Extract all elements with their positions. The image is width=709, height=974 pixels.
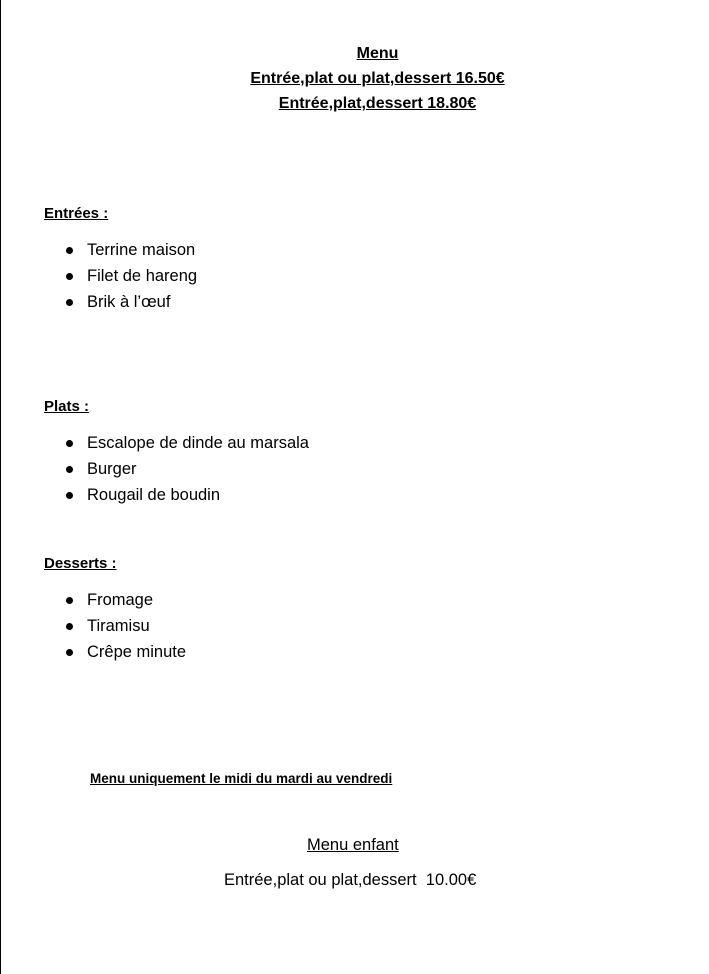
kids-menu-price: Entrée,plat ou plat,dessert 10.00€ (224, 871, 477, 889)
menu-price-line-1: Entrée,plat ou plat,dessert 16.50€ (250, 70, 505, 87)
list-item: Filet de hareng (87, 265, 197, 291)
list-item: Terrine maison (87, 239, 197, 265)
list-item: Brik à l’œuf (87, 291, 197, 317)
entrees-heading: Entrées : (44, 205, 109, 222)
desserts-list (87, 589, 186, 667)
availability-note: Menu uniquement le midi du mardi au vendredi (90, 771, 393, 786)
list-item: Burger (87, 458, 309, 484)
menu-price-line-2: Entrée,plat,dessert 18.80€ (278, 95, 477, 112)
desserts-heading: Desserts : (44, 555, 117, 572)
list-item: Fromage (87, 589, 186, 615)
list-item: Escalope de dinde au marsala (87, 432, 309, 458)
kids-menu-title: Menu enfant (307, 836, 399, 854)
list-item: Tiramisu (87, 615, 186, 641)
plats-list (87, 432, 309, 510)
menu-title: Menu (356, 45, 399, 62)
entrees-list (87, 239, 197, 317)
plats-heading: Plats : (44, 398, 90, 415)
list-item: Rougail de boudin (87, 484, 309, 510)
list-item: Crêpe minute (87, 641, 186, 667)
menu-header (0, 44, 709, 119)
page-left-border (0, 0, 1, 974)
